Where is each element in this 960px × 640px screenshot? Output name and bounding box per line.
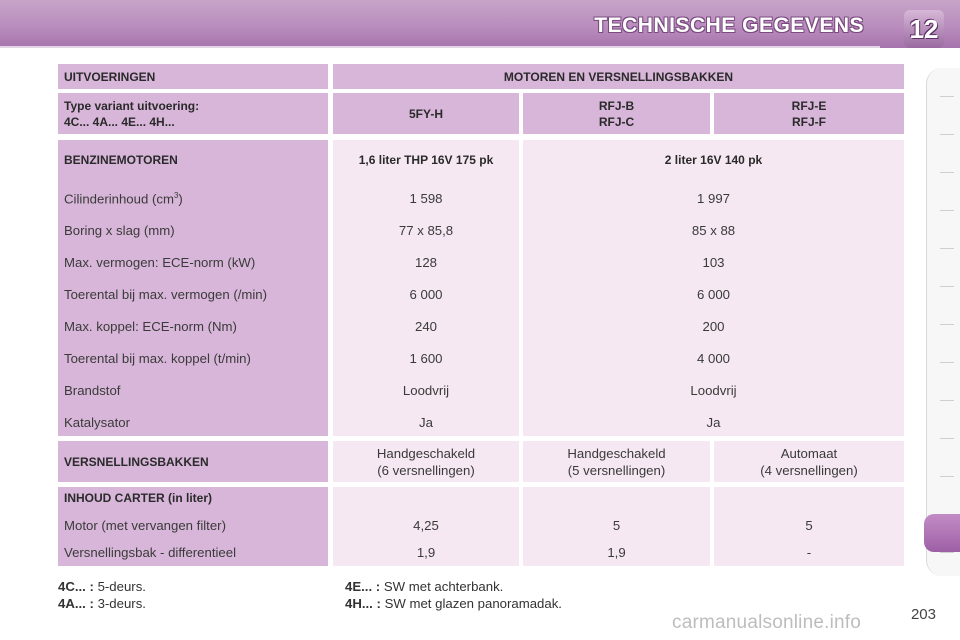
spec-label-cilinderinhoud xyxy=(64,191,183,206)
carter-label-versnellingsbak: Versnellingsbak - differentieel xyxy=(64,545,237,560)
gearbox-1-line2: (6 versnellingen) xyxy=(377,463,475,478)
spec-label-text: Cilinderinhoud (cm xyxy=(64,191,174,207)
gearbox-2-line1: Handgeschakeld xyxy=(567,446,666,461)
carter-value: 1,9 xyxy=(607,545,626,560)
footnote-key: 4A... : xyxy=(58,596,94,611)
chapter-tab-rail xyxy=(926,68,960,576)
carter-value: 5 xyxy=(805,518,813,533)
variant-1: 5FY-H xyxy=(408,107,443,121)
header-motoren: MOTOREN EN VERSNELLINGSBAKKEN xyxy=(503,70,734,84)
spec-label-vermogen: Max. vermogen: ECE-norm (kW) xyxy=(64,255,256,270)
tab-divider xyxy=(940,286,954,287)
spec-label-koppel: Max. koppel: ECE-norm (Nm) xyxy=(64,319,237,334)
tab-divider xyxy=(940,210,954,211)
carter-value: - xyxy=(806,545,812,560)
tab-divider xyxy=(940,172,954,173)
spec-value-a: 6 000 xyxy=(409,287,443,302)
engine-b-title: 2 liter 16V 140 pk xyxy=(664,153,763,167)
tab-divider xyxy=(940,324,954,325)
spec-label-end: ) xyxy=(178,191,183,207)
gearbox-3-line2: (4 versnellingen) xyxy=(760,463,858,478)
tab-divider xyxy=(940,96,954,97)
footnote-text: SW met glazen panoramadak. xyxy=(384,596,562,611)
carter-title: INHOUD CARTER (in liter) xyxy=(64,491,212,505)
spec-value-b: 103 xyxy=(702,255,725,270)
spec-value-b: 6 000 xyxy=(696,287,730,302)
spec-label-brandstof: Brandstof xyxy=(64,383,121,398)
variant-2-line2: RFJ-C xyxy=(598,115,635,129)
tab-divider xyxy=(940,438,954,439)
spec-label-sup: 3 xyxy=(173,191,179,200)
engine-a-title: 1,6 liter THP 16V 175 pk xyxy=(358,153,494,167)
tab-divider xyxy=(940,400,954,401)
carter-value: 1,9 xyxy=(416,545,436,560)
footnote-4a xyxy=(58,596,146,611)
spec-value-a: 1 598 xyxy=(409,191,443,206)
carter-value: 5 xyxy=(612,518,621,533)
tab-divider xyxy=(940,134,954,135)
footnote-4h xyxy=(345,596,562,611)
variant-3-line2: RFJ-F xyxy=(792,115,826,129)
gearbox-1-line1: Handgeschakeld xyxy=(376,446,476,461)
tab-divider xyxy=(940,362,954,363)
spec-label-toerental-koppel: Toerental bij max. koppel (t/min) xyxy=(64,351,251,366)
header-uitvoeringen: UITVOERINGEN xyxy=(64,70,156,84)
page-number: 203 xyxy=(910,606,936,623)
spec-value-a: 128 xyxy=(414,255,437,270)
spec-value-a: 240 xyxy=(414,319,437,334)
variant-2-line1: RFJ-B xyxy=(598,99,635,113)
gearbox-title: VERSNELLINGSBAKKEN xyxy=(64,455,209,469)
footnote-4e xyxy=(345,579,503,594)
gearbox-3-line1: Automaat xyxy=(780,446,838,461)
carter-label-motor: Motor (met vervangen filter) xyxy=(64,518,226,533)
footnote-key: 4H... : xyxy=(345,596,381,611)
chapter-badge: 12 xyxy=(904,10,944,48)
variant-3-line1: RFJ-E xyxy=(791,99,827,113)
type-label-line2: 4C... 4A... 4E... 4H... xyxy=(64,115,175,129)
spec-value-b: 4 000 xyxy=(696,351,730,366)
footnote-text: 5-deurs. xyxy=(97,579,146,594)
carter-value: 4,25 xyxy=(413,518,439,533)
spec-label-boring: Boring x slag (mm) xyxy=(64,223,175,238)
footnote-4c xyxy=(58,579,146,594)
header-line xyxy=(0,46,880,48)
spec-value-b: 1 997 xyxy=(696,191,730,206)
tab-divider xyxy=(940,476,954,477)
spec-label-katalysator: Katalysator xyxy=(64,415,130,430)
benzine-title: BENZINEMOTOREN xyxy=(64,153,178,167)
spec-value-b: 200 xyxy=(702,319,725,334)
watermark: carmanualsonline.info xyxy=(672,612,862,633)
chapter-tab-active[interactable] xyxy=(924,514,960,552)
gearbox-2-line2: (5 versnellingen) xyxy=(567,463,666,478)
tab-divider xyxy=(940,248,954,249)
footnote-key: 4E... : xyxy=(345,579,381,594)
tab-divider xyxy=(940,552,954,553)
spec-value-b: Ja xyxy=(706,415,721,430)
footnote-text: SW met achterbank. xyxy=(383,579,504,594)
spec-value-a: Loodvrij xyxy=(402,383,450,398)
spec-label-toerental-vermogen: Toerental bij max. vermogen (/min) xyxy=(64,287,268,302)
spec-value-b: 85 x 88 xyxy=(691,223,736,238)
spec-value-a: Ja xyxy=(419,415,433,430)
page-title: TECHNISCHE GEGEVENS xyxy=(594,14,864,37)
type-label-line1: Type variant uitvoering: xyxy=(64,99,200,113)
footnote-text: 3-deurs. xyxy=(97,596,146,611)
spec-value-a: 77 x 85,8 xyxy=(398,223,454,238)
spec-value-b: Loodvrij xyxy=(690,383,737,398)
spec-value-a: 1 600 xyxy=(409,351,443,366)
footnote-key: 4C... : xyxy=(58,579,94,594)
